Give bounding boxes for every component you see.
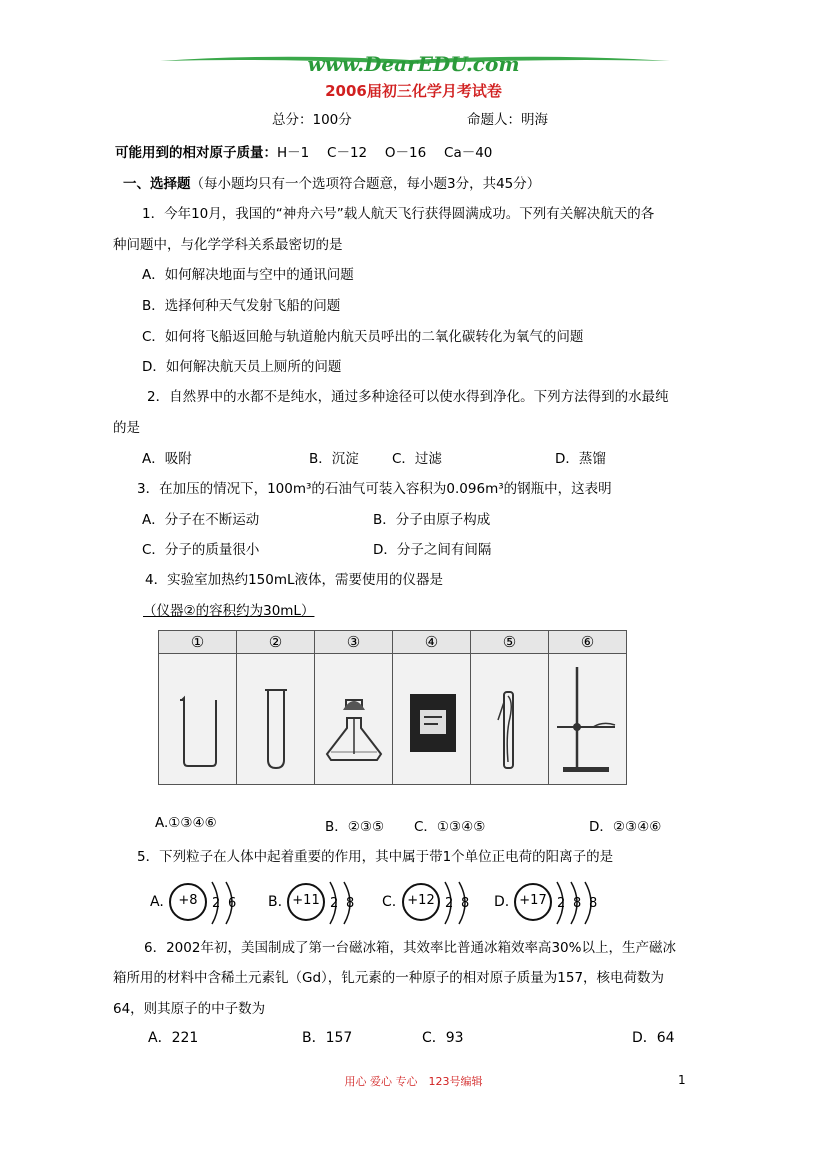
shell-electrons: 8 bbox=[573, 896, 582, 911]
shell-electrons: 2 bbox=[557, 896, 566, 911]
shell-electrons: 2 bbox=[445, 896, 454, 911]
alcohol-lamp-cell bbox=[315, 654, 393, 785]
iron-stand-cell bbox=[549, 654, 627, 785]
beaker-icon bbox=[168, 662, 228, 772]
q4-option-c: C．①③④⑤ bbox=[414, 819, 486, 835]
site-logo: www.DearEDU.com bbox=[307, 52, 520, 76]
ion-option-letter: A. bbox=[150, 894, 164, 910]
exam-author: 命题人：明海 bbox=[467, 112, 548, 128]
wire-gauze-cell bbox=[393, 654, 471, 785]
atomic-mass-label: 可能用到的相对原子质量： bbox=[115, 145, 277, 161]
q1-option-c: C．如何将飞船返回舱与轨道舱内航天员呼出的二氧化碳转化为氧气的问题 bbox=[142, 329, 584, 345]
instrument-number: ① bbox=[159, 631, 237, 654]
q3-option-d: D．分子之间有间隔 bbox=[373, 542, 492, 558]
test-tube-icon bbox=[246, 662, 306, 772]
q3-option-a: A．分子在不断运动 bbox=[142, 512, 260, 528]
nucleus-charge: +17 bbox=[519, 893, 547, 908]
ion-option-letter: D. bbox=[494, 894, 510, 910]
shell-electrons: 2 bbox=[212, 896, 221, 911]
instrument-number: ② bbox=[237, 631, 315, 654]
q6-option-b: B．157 bbox=[302, 1030, 353, 1046]
q4-option-a: A.①③④⑥ bbox=[155, 815, 217, 831]
instrument-number: ④ bbox=[393, 631, 471, 654]
shell-electrons: 8 bbox=[589, 896, 598, 911]
shell-electrons: 8 bbox=[461, 896, 470, 911]
q3-stem: 3．在加压的情况下，100m³的石油气可装入容积为0.096m³的钢瓶中，这表明 bbox=[137, 481, 612, 497]
instrument-table bbox=[158, 630, 627, 785]
q4-option-b: B．②③⑤ bbox=[325, 819, 385, 835]
q6-option-a: A．221 bbox=[148, 1030, 199, 1046]
q6-stem-line2: 箱所用的材料中含稀土元素钆（Gd），钆元素的一种原子的相对原子质量为157，核电荷数为 bbox=[113, 970, 665, 986]
exam-title: 2006届初三化学月考试卷 bbox=[325, 82, 502, 100]
q2-stem-line2: 的是 bbox=[113, 420, 140, 436]
instrument-number: ⑤ bbox=[471, 631, 549, 654]
q4-note: （仪器②的容积约为30mL） bbox=[143, 603, 315, 619]
q6-option-c: C．93 bbox=[422, 1030, 464, 1046]
nucleus-charge: +12 bbox=[407, 893, 435, 908]
beaker-cell bbox=[159, 654, 237, 785]
page-number: 1 bbox=[678, 1073, 686, 1087]
wire-gauze-icon bbox=[402, 662, 462, 772]
q5-stem: 5．下列粒子在人体中起着重要的作用，其中属于带1个单位正电荷的阳离子的是 bbox=[137, 849, 614, 865]
section-note: （每小题均只有一个选项符合题意，每小题3分，共45分） bbox=[190, 176, 541, 192]
q6-stem-line3: 64，则其原子的中子数为 bbox=[113, 1001, 266, 1017]
q2-option-d: D．蒸馏 bbox=[555, 451, 606, 467]
q2-option-a: A．吸附 bbox=[142, 451, 192, 467]
alcohol-lamp-icon bbox=[319, 662, 389, 772]
shell-electrons: 2 bbox=[330, 896, 339, 911]
q1-stem-line1: 1．今年10月，我国的“神舟六号”载人航天飞行获得圆满成功。下列有关解决航天的各 bbox=[142, 206, 655, 222]
section-title: 一、选择题 bbox=[123, 176, 191, 192]
q2-option-b: B．沉淀 bbox=[309, 451, 359, 467]
nucleus-charge: +11 bbox=[292, 893, 320, 908]
section-heading bbox=[123, 172, 540, 192]
nucleus-charge: +8 bbox=[178, 893, 198, 908]
test-tube-holder-icon bbox=[480, 662, 540, 772]
q4-stem: 4．实验室加热约150mL液体，需要使用的仪器是 bbox=[145, 572, 444, 588]
q6-option-d: D．64 bbox=[632, 1030, 675, 1046]
q1-stem-line2: 种问题中，与化学学科关系最密切的是 bbox=[113, 237, 343, 253]
q4-option-d: D．②③④⑥ bbox=[589, 819, 662, 835]
q1-option-b: B．选择何种天气发射飞船的问题 bbox=[142, 298, 341, 314]
shell-electrons: 8 bbox=[346, 896, 355, 911]
instrument-number: ⑥ bbox=[549, 631, 627, 654]
page-footer: 用心 爱心 专心 123号编辑 bbox=[344, 1075, 483, 1088]
test-tube-cell bbox=[237, 654, 315, 785]
q3-option-b: B．分子由原子构成 bbox=[373, 512, 491, 528]
total-score: 总分：100分 bbox=[272, 112, 352, 128]
shell-electrons: 6 bbox=[228, 896, 237, 911]
atomic-mass-values: H－1 C－12 O－16 Ca－40 bbox=[277, 145, 493, 161]
iron-stand-icon bbox=[553, 657, 623, 777]
ion-option-letter: B. bbox=[268, 894, 283, 910]
test-tube-holder-cell bbox=[471, 654, 549, 785]
atomic-mass-line bbox=[115, 141, 492, 161]
q6-stem-line1: 6．2002年初，美国制成了第一台磁冰箱，其效率比普通冰箱效率高30%以上，生产磁冰 bbox=[144, 940, 676, 956]
ion-option-letter: C. bbox=[382, 894, 397, 910]
q2-stem-line1: 2．自然界中的水都不是纯水，通过多种途径可以使水得到净化。下列方法得到的水最纯 bbox=[147, 389, 669, 405]
q1-option-d: D．如何解决航天员上厕所的问题 bbox=[142, 359, 342, 375]
q3-option-c: C．分子的质量很小 bbox=[142, 542, 260, 558]
q2-option-c: C．过滤 bbox=[392, 451, 442, 467]
instrument-number: ③ bbox=[315, 631, 393, 654]
q1-option-a: A．如何解决地面与空中的通讯问题 bbox=[142, 267, 354, 283]
ion-diagrams bbox=[150, 876, 630, 930]
